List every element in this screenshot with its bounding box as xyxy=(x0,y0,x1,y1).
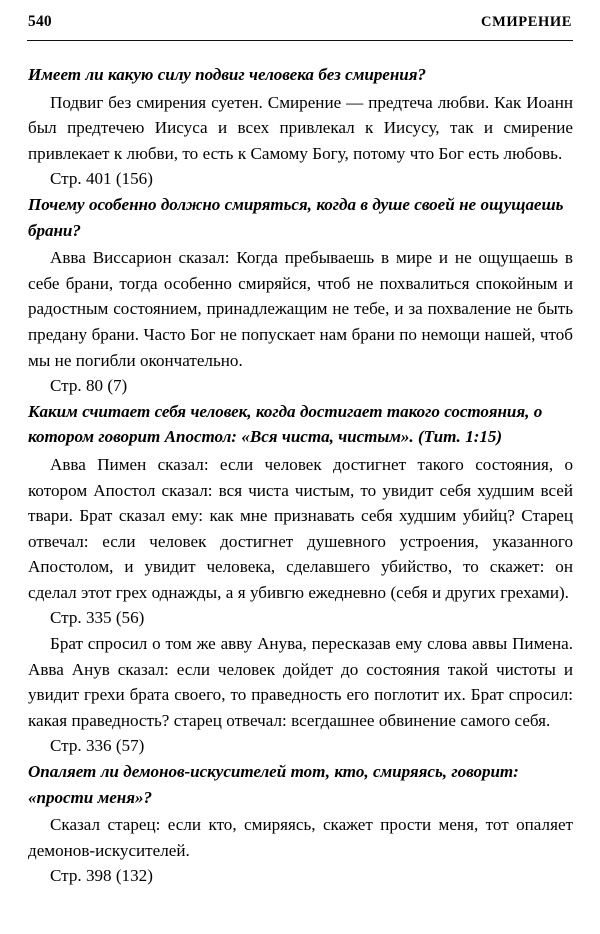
section-heading-2: Почему особенно должно смиряться, когда в душе своей не ощущаешь брани? xyxy=(28,194,564,240)
section-body-3b: Брат спросил о том же авву Анува, пересказав ему слова аввы Пимена. Авва Анув сказал: если человек дойдет до состояния такой чистоты и увидит грехи брата своего, то праведность его поглотит их. Брат спросил: какая праведность? старец отвечал: всегдашнее обвинение самого себя. xyxy=(28,634,573,730)
section-heading-1: Имеет ли какую силу подвиг человека без смирения? xyxy=(28,65,426,84)
running-head-title: СМИРЕНИЕ xyxy=(481,14,572,30)
section-body-3: Авва Пимен сказал: если человек достигнет такого состояния, о котором Апостол сказал: вся чиста чистым, то увидит себя худшим всей твари. Брат сказал ему: как мне признавать себя худшим убийц? Старец отвечал: если человек достигнет душевного устроения, указанного Апостолом, и увидит человека, сделавшего убийство, то скажет: он сделал этот грех однажды, а я убивгю ежедневно (себя и других грехами). xyxy=(28,454,573,602)
section-citation-4: Стр. 398 (132) xyxy=(50,866,153,886)
text-column xyxy=(28,62,573,889)
section-heading-4: Опаляет ли демонов-искусителей тот, кто, смиряясь, говорит: «прости меня»? xyxy=(28,762,519,807)
section-citation-2: Стр. 80 (7) xyxy=(50,376,128,396)
section-heading-3: Каким считает себя человек, когда достигает такого состояния, о котором говорит Апостол: «Вся чиста, чистым». (Тит. 1:15) xyxy=(28,401,543,447)
running-head xyxy=(28,14,572,38)
section-citation-1: Стр. 401 (156) xyxy=(50,169,153,189)
section-body-4: Сказал старец: если кто, смиряясь, скажет прости меня, тот опаляет демонов-искусителей. xyxy=(28,815,573,860)
section-body-2: Авва Виссарион сказал: Когда пребываешь в мире и не ощущаешь в себе брани, тогда особенно смиряйся, чтоб не похвалиться спокойным и радостным состоянием, принадлежащим не тебе, и за похваление не быть предану брани. Часто Бог не попускает нам брани по немощи нашей, чтоб мы не погибли окончательно. xyxy=(28,248,573,370)
section-citation-3b: Стр. 336 (57) xyxy=(50,736,145,756)
section-body-1: Подвиг без смирения суетен. Смирение — предтеча любви. Как Иоанн был предтечею Иисуса и всех привлекал к Иисусу, так и смирение привлекает к любви, то есть к Самому Богу, потому что Бог есть любовь. xyxy=(28,92,573,163)
header-rule xyxy=(27,40,573,41)
page-number: 540 xyxy=(28,13,52,30)
section-citation-3: Стр. 335 (56) xyxy=(50,608,145,628)
